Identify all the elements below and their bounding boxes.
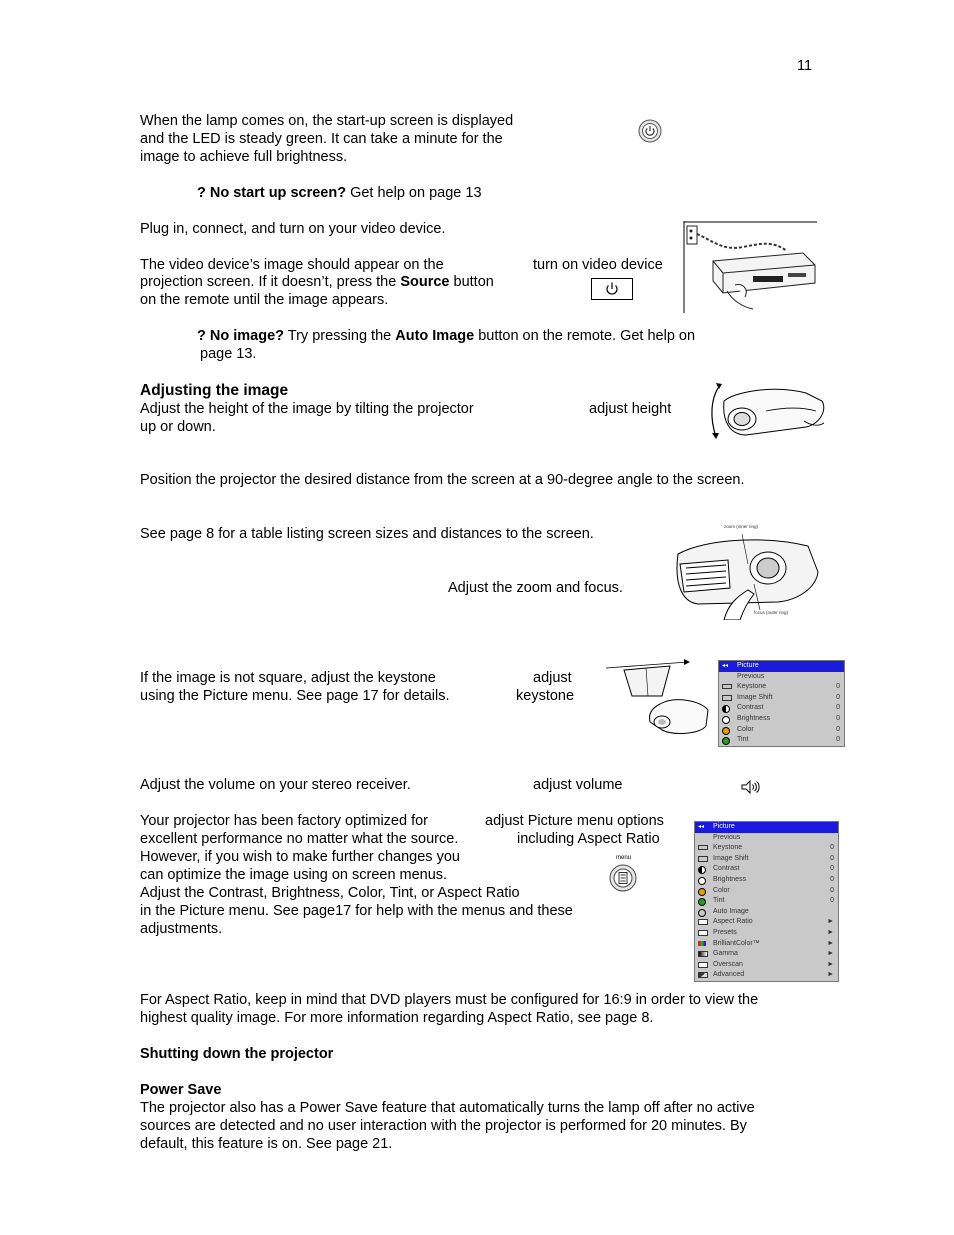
tip-no-image-question: ? No image? bbox=[197, 328, 285, 344]
menu-item-value: ► bbox=[827, 960, 834, 968]
menu-item-value: ► bbox=[827, 950, 834, 958]
turn-on-video-caption: turn on video device bbox=[533, 257, 663, 273]
contrast-icon bbox=[722, 705, 730, 713]
tip-no-startup-help: Get help on page 13 bbox=[346, 185, 482, 201]
menu-item-contrast[interactable] bbox=[695, 864, 838, 875]
presets-icon bbox=[698, 930, 708, 936]
menu-item-value: 0 bbox=[830, 875, 834, 883]
zoom-ring-label: zoom (inner ring) bbox=[724, 524, 759, 529]
menu-item-label: Image Shift bbox=[713, 854, 749, 862]
power-save-line2: sources are detected and no user interaction with the projector is performed for 20 minutes. By bbox=[140, 1118, 747, 1134]
video-text-line2-c: button bbox=[449, 274, 494, 290]
tilt-projector-illustration bbox=[706, 381, 828, 448]
video-text-line2 bbox=[140, 273, 494, 291]
menu-item-keystone[interactable] bbox=[695, 843, 838, 854]
keystone-line2: using the Picture menu. See page 17 for details. bbox=[140, 688, 450, 704]
aspect-line2: highest quality image. For more information regarding Aspect Ratio, see page 8. bbox=[140, 1010, 654, 1026]
back-arrow-icon: ◂◂ bbox=[698, 824, 705, 830]
menu-item-label: Color bbox=[737, 725, 754, 733]
menu-item-label: Tint bbox=[737, 736, 749, 744]
menu-item-value: 0 bbox=[830, 897, 834, 905]
picture-menu-caption-2: including Aspect Ratio bbox=[517, 831, 660, 847]
picture-menu-small bbox=[718, 660, 845, 747]
menu-item-label: Image Shift bbox=[737, 693, 773, 701]
keystone-line1: If the image is not square, adjust the keystone bbox=[140, 670, 436, 686]
keystone-caption-1: adjust bbox=[533, 670, 572, 686]
optimized-line1: Your projector has been factory optimized for bbox=[140, 813, 429, 829]
plug-in-text: Plug in, connect, and turn on your video device. bbox=[140, 221, 446, 237]
zoom-focus-illustration bbox=[668, 524, 820, 625]
adjusting-heading: Adjusting the image bbox=[140, 382, 289, 399]
lamp-text-line2: and the LED is steady green. It can take a minute for the bbox=[140, 131, 503, 147]
optimized-line4: can optimize the image using on screen menus. bbox=[140, 867, 448, 883]
optimized-line7: adjustments. bbox=[140, 921, 223, 937]
menu-item-previous[interactable] bbox=[695, 833, 838, 844]
keystone-caption-2: keystone bbox=[516, 688, 575, 704]
menu-item-value: 0 bbox=[836, 736, 840, 744]
image-shift-icon bbox=[698, 856, 708, 862]
menu-item-value: ► bbox=[827, 928, 834, 936]
brightness-icon bbox=[698, 877, 706, 885]
color-icon bbox=[698, 888, 706, 896]
menu-item-label: Tint bbox=[713, 897, 725, 905]
tip-no-image-line2: page 13. bbox=[200, 346, 257, 362]
menu-item-value: 0 bbox=[836, 683, 840, 691]
menu-item-label: Overscan bbox=[713, 960, 743, 968]
menu-item-value: 0 bbox=[830, 854, 834, 862]
tint-icon bbox=[698, 898, 706, 906]
position-text: Position the projector the desired distance from the screen at a 90-degree angle to the screen. bbox=[140, 472, 745, 488]
menu-item-label: Previous bbox=[737, 672, 765, 680]
overscan-icon bbox=[698, 962, 708, 968]
menu-item-label: Brightness bbox=[713, 875, 747, 883]
picture-menu-caption-1: adjust Picture menu options bbox=[485, 813, 664, 829]
tip-no-image-mid: Try pressing the bbox=[284, 328, 396, 344]
menu-button-icon bbox=[609, 864, 637, 897]
tint-icon bbox=[722, 737, 730, 745]
power-key-icon bbox=[591, 278, 633, 305]
tip-no-startup-question: ? No start up screen? bbox=[197, 185, 347, 201]
optimized-line3: However, if you wish to make further changes you bbox=[140, 849, 460, 865]
menu-item-image-shift[interactable] bbox=[719, 693, 844, 704]
menu-item-label: Brightness bbox=[737, 714, 771, 722]
power-save-line3: default, this feature is on. See page 21. bbox=[140, 1136, 393, 1152]
menu-item-brightness[interactable] bbox=[719, 714, 844, 725]
aspect-ratio-icon bbox=[698, 919, 708, 925]
video-text-line2-a: projection screen. If it doesn’t, press the bbox=[140, 274, 401, 290]
menu-item-label: Gamma bbox=[713, 950, 738, 958]
menu-item-label: Previous bbox=[713, 833, 741, 841]
brilliantcolor-icon bbox=[698, 941, 706, 946]
menu-item-advanced[interactable] bbox=[695, 970, 838, 981]
back-arrow-icon: ◂◂ bbox=[722, 663, 729, 669]
menu-item-label: Contrast bbox=[737, 704, 764, 712]
menu-item-contrast[interactable] bbox=[719, 703, 844, 714]
menu-item-presets[interactable] bbox=[695, 928, 838, 939]
video-text-line1: The video device’s image should appear on the bbox=[140, 257, 444, 273]
video-device-illustration bbox=[683, 221, 818, 318]
menu-item-color[interactable] bbox=[695, 886, 838, 897]
menu-item-label: Keystone bbox=[737, 683, 767, 691]
adjust-volume-caption: adjust volume bbox=[533, 777, 623, 793]
menu-item-value: ► bbox=[827, 939, 834, 947]
menu-item-keystone[interactable] bbox=[719, 682, 844, 693]
keystone-icon bbox=[698, 845, 708, 850]
optimized-line5: Adjust the Contrast, Brightness, Color, Tint, or Aspect Ratio bbox=[140, 885, 520, 901]
menu-item-value: ► bbox=[827, 918, 834, 926]
menu-item-label: Picture bbox=[713, 823, 735, 830]
menu-item-value: 0 bbox=[836, 714, 840, 722]
auto-image-icon bbox=[698, 909, 706, 917]
menu-item-value: 0 bbox=[836, 725, 840, 733]
keystone-icon bbox=[722, 684, 732, 689]
menu-item-value: 0 bbox=[836, 704, 840, 712]
tip-no-startup bbox=[197, 184, 482, 202]
optimized-line2: excellent performance no matter what the source. bbox=[140, 831, 459, 847]
menu-item-label: Picture bbox=[737, 662, 759, 669]
shutting-down-heading: Shutting down the projector bbox=[140, 1046, 334, 1062]
menu-item-picture[interactable] bbox=[719, 661, 844, 672]
menu-item-aspect-ratio[interactable] bbox=[695, 917, 838, 928]
menu-item-value: 0 bbox=[830, 844, 834, 852]
power-button-icon bbox=[638, 119, 662, 148]
focus-ring-label: focus (outer ring) bbox=[754, 610, 789, 615]
menu-item-label: Keystone bbox=[713, 844, 743, 852]
power-save-heading: Power Save bbox=[140, 1082, 222, 1098]
adjusting-line2: up or down. bbox=[140, 419, 216, 435]
contrast-icon bbox=[698, 866, 706, 874]
menu-item-label: Auto Image bbox=[713, 907, 749, 915]
auto-image-button-name: Auto Image bbox=[395, 328, 475, 344]
menu-item-brilliantcolor[interactable] bbox=[695, 939, 838, 950]
color-icon bbox=[722, 727, 730, 735]
adjusting-line1: Adjust the height of the image by tilting the projector bbox=[140, 401, 474, 417]
tip-no-image-rest: button on the remote. Get help on bbox=[474, 328, 696, 344]
page-number: 11 bbox=[797, 58, 813, 74]
menu-item-label: Aspect Ratio bbox=[713, 918, 753, 926]
volume-speaker-icon bbox=[741, 780, 761, 799]
menu-item-label: Presets bbox=[713, 928, 737, 936]
menu-item-image-shift[interactable] bbox=[695, 854, 838, 865]
menu-item-value: ► bbox=[827, 971, 834, 979]
power-save-line1: The projector also has a Power Save feature that automatically turns the lamp off after no active bbox=[140, 1100, 755, 1116]
menu-item-auto-image[interactable] bbox=[695, 907, 838, 918]
menu-item-label: Advanced bbox=[713, 971, 745, 979]
aspect-line1: For Aspect Ratio, keep in mind that DVD players must be configured for 16:9 in order to view the bbox=[140, 992, 759, 1008]
menu-item-value: 0 bbox=[830, 865, 834, 873]
lamp-text-line1: When the lamp comes on, the start-up screen is displayed bbox=[140, 113, 514, 129]
menu-item-overscan[interactable] bbox=[695, 960, 838, 971]
menu-item-tint[interactable] bbox=[719, 735, 844, 746]
adjust-height-caption: adjust height bbox=[589, 401, 672, 417]
menu-item-label: Color bbox=[713, 886, 730, 894]
advanced-icon bbox=[698, 972, 708, 978]
menu-item-value: 0 bbox=[836, 693, 840, 701]
menu-item-gamma[interactable] bbox=[695, 949, 838, 960]
menu-item-tint[interactable] bbox=[695, 896, 838, 907]
picture-menu-large bbox=[694, 821, 839, 982]
see-page8-text: See page 8 for a table listing screen sizes and distances to the screen. bbox=[140, 526, 594, 542]
keystone-illustration bbox=[604, 656, 712, 745]
zoom-focus-caption: Adjust the zoom and focus. bbox=[448, 580, 623, 596]
optimized-line6: in the Picture menu. See page17 for help with the menus and these bbox=[140, 903, 573, 919]
video-text-line3: on the remote until the image appears. bbox=[140, 292, 389, 308]
image-shift-icon bbox=[722, 695, 732, 701]
menu-item-label: Contrast bbox=[713, 865, 740, 873]
menu-item-label: BrilliantColor™ bbox=[713, 939, 760, 947]
source-button-name: Source bbox=[400, 274, 450, 290]
menu-item-picture[interactable] bbox=[695, 822, 838, 833]
menu-item-previous[interactable] bbox=[719, 672, 844, 683]
gamma-icon bbox=[698, 951, 708, 957]
brightness-icon bbox=[722, 716, 730, 724]
lamp-text-line3: image to achieve full brightness. bbox=[140, 149, 348, 165]
tip-no-image bbox=[197, 327, 695, 345]
volume-text: Adjust the volume on your stereo receiver. bbox=[140, 777, 411, 793]
menu-button-label: menu bbox=[616, 855, 632, 861]
menu-item-brightness[interactable] bbox=[695, 875, 838, 886]
menu-item-value: 0 bbox=[830, 886, 834, 894]
menu-item-color[interactable] bbox=[719, 725, 844, 736]
